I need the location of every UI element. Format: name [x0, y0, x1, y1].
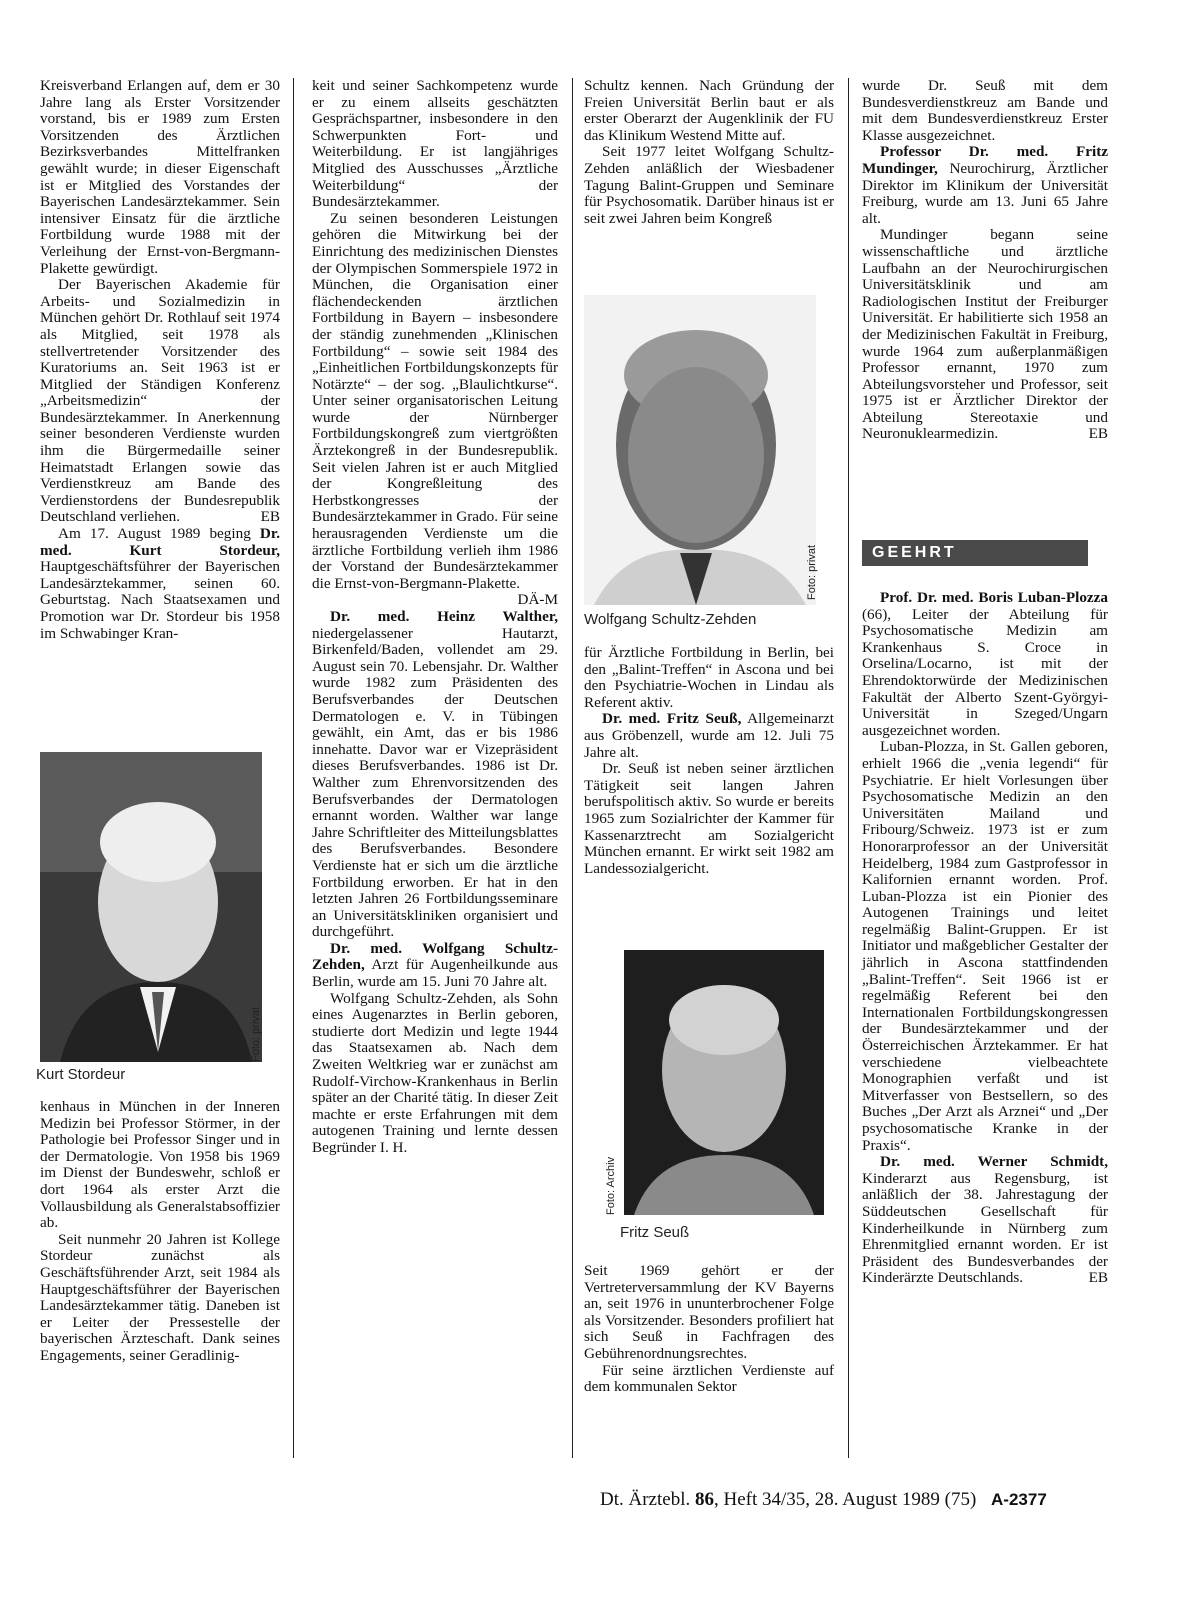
person-name: Prof. Dr. med. Boris Luban-Plozza: [880, 589, 1108, 606]
page-number: A-2377: [991, 1490, 1047, 1509]
paragraph: [862, 590, 1108, 739]
portrait-image: [624, 950, 824, 1215]
paragraph: Luban-Plozza, in St. Gallen geboren, erhielt 1966 die „venia legendi“ für Psychiatrie. Er hielt Vorlesungen über Psychosomatische Medizin an den Universitäten Mailand und Fribourg/Schweiz. 1973 ist er zum Honorarprofessor an der Universität Heidelberg, 1984 zum Gastprofessor in Kalifornien ernannt worden. Prof. Luban-Plozza ist ein Pionier des Autogenen Trainings und leitet regelmäßig Balint-Gruppen. Er ist Initiator und maßgeblicher Gestalter der jährlich in Ascona stattfindenden „Balint-Treffen“. Seit 1966 ist er regelmäßig Referent bei den Internationalen Fortbildungskongressen der Bundesärztekammer und der Österreichischen Ärztekammer. Er hat verschiedene vielbeachtete Monographien verfaßt und ist Mitverfasser von Bestsellern, so des Buches „Der Arzt als Arznei“ und „Der psychosomatische Kranke in der Praxis“.: [862, 738, 1108, 1154]
paragraph: Wolfgang Schultz-Zehden, als Sohn eines Augenarztes in Berlin geboren, studierte dort Medizin und legte 1944 das Staatsexamen ab. Nach dem Zweiten Weltkrieg war er zunächst am Rudolf-Virchow-Krankenhaus in Berlin später an der Charité tätig. In dieser Zeit machte er erste Erfahrungen mit dem autogenen Training und lernte dessen Begründer I. H.: [312, 989, 558, 1156]
paragraph: Seit nunmehr 20 Jahren ist Kollege Stordeur zunächst als Geschäftsführender Arzt, seit 1984 als Hauptgeschäftsführer der Bayerischen Landesärztekammer tätig. Daneben ist er Leiter der Pressestelle der bayerischen Ärzteschaft. Dank seines Engagements, seiner Geradlinig-: [40, 1230, 280, 1364]
paragraph-text: Hauptgeschäftsführer der Bayerischen Landesärztekammer, seinen 60. Geburtstag. Nach Staatsexamen und Promotion war Dr. Stordeur bis 1958 im Schwabinger Kran-: [40, 558, 280, 642]
paragraph-text: Kinderarzt aus Regensburg, ist anläßlich der 38. Jahrestagung der Süddeutschen Gesellschaft für Kinderheilkunde in Nürnberg zum Ehrenmitglied ernannt worden. Er ist Präsident des Bundesverbandes der Kinderärzte Deutschlands.: [862, 1169, 1108, 1287]
person-name: Professor Dr. med. Fritz Mundinger,: [862, 143, 1108, 177]
paragraph: [312, 609, 558, 941]
paragraph: kenhaus in München in der Inneren Medizin bei Professor Störmer, in der Pathologie bei Professor Singer und in der Dermatologie. Von 1958 bis 1969 im Dienst der Bundeswehr, schloß er dort 1964 als erster Arzt die Vollausbildung als Generalstabsoffizier ab.: [40, 1098, 280, 1232]
paragraph: keit und seiner Sachkompetenz wurde er zu einem allseits geschätzten Gesprächspartner, insbesondere in den Schwerpunkten Fort- und Weiterbildung. Er ist langjähriges Mitglied des Ausschusses „Ärztliche Weiterbildung“ der Bundesärztekammer.: [312, 77, 558, 211]
photo-credit: Foto: Archiv: [605, 1156, 617, 1215]
paragraph-text: Neurochirurg, Ärztlicher Direktor im Klinikum der Universität Freiburg, wurde am 13. Juni 65 Jahre alt.: [862, 159, 1108, 227]
paragraph: Für seine ärztlichen Verdienste auf dem kommunalen Sektor: [584, 1361, 834, 1396]
column-3-bottom: [584, 1263, 834, 1396]
paragraph: [40, 526, 280, 642]
column-3: [584, 78, 834, 227]
journal-name: Dt. Ärztebl.: [600, 1489, 691, 1510]
column-3-middle: [584, 645, 834, 877]
journal-volume: 86: [694, 1489, 714, 1510]
page-footer: [600, 1489, 1047, 1511]
author-signature: EB: [1088, 425, 1108, 443]
photo-caption: Fritz Seuß: [620, 1224, 690, 1241]
person-name: Dr. med. Fritz Seuß,: [602, 710, 742, 728]
paragraph: [312, 941, 558, 991]
paragraph-text: Am 17. August 1989 beging: [58, 525, 251, 543]
paragraph: Schultz kennen. Nach Gründung der Freien Universität Berlin baut er als erster Oberarzt der Augenklinik der FU das Klinikum Westend Mitte auf.: [584, 77, 834, 144]
paragraph-text: Mundinger begann seine wissenschaftliche und ärztliche Laufbahn an der Neurochirurgischen Universitätsklinik und am Radiologischen Institut der Freiburger Universität. Er habilitierte sich 1958 an der Medizinischen Fakultät in Freiburg, wurde 1964 zum außerplanmäßigen Professor ernannt, 1970 zum Abteilungsvorsteher und Professor, seit 1975 ist er Ärztlicher Direktor der Abteilung Stereotaxie und Neuronuklearmedizin.: [862, 226, 1108, 443]
section-banner: GEEHRT: [862, 540, 1088, 566]
person-name: Dr. med. Wolfgang Schultz-Zehden,: [312, 939, 558, 974]
paragraph: für Ärztliche Fortbildung in Berlin, bei den „Balint-Treffen“ in Ascona und bei den Psychiatrie-Wochen in Lindau als Referent aktiv.: [584, 644, 834, 711]
paragraph: Kreisverband Erlangen auf, dem er 30 Jahre lang als Erster Vorsitzender vorstand, bis er 1989 zum Ersten Vorsitzenden des Ärztlichen Bezirksverbandes Mittelfranken gewählt wurde; in dieser Eigenschaft ist er Mitglied des Vorstandes der Bayerischen Landesärztekammer. Sein intensiver Einsatz für die ärztliche Fortbildung wurde 1988 mit der Verleihung der Ernst-von-Bergmann-Plakette gewürdigt.: [40, 77, 280, 277]
portrait-photo-seuss: [624, 950, 824, 1215]
person-name: Dr. med. Werner Schmidt,: [880, 1153, 1108, 1171]
portrait-image: [584, 295, 816, 605]
person-name: Dr. med. Kurt Stordeur,: [40, 525, 280, 559]
author-signature: DÄ-M: [517, 591, 558, 609]
paragraph: [584, 711, 834, 761]
author-signature: EB: [260, 508, 280, 526]
photo-credit: Foto: privat: [806, 544, 818, 600]
column-1-continued: [40, 1099, 280, 1365]
paragraph-text: Der Bayerischen Akademie für Arbeits- und Sozialmedizin in München gehört Dr. Rothlauf seit 1974 als Mitglied, seit 1978 als stellvertretender Vorsitzender des Kuratoriums an. Seit 1963 ist er Mitglied der Ständigen Konferenz „Arbeitsmedizin“ der Bundesärztekammer. In Anerkennung seiner besonderen Verdienste wurden ihm die Bürgermedaille seiner Heimatstadt Erlangen sowie das Verdienstkreuz am Bande des Verdienstordens der Bundesrepublik Deutschland verliehen.: [40, 276, 280, 526]
paragraph-text: Arzt für Augenheilkunde aus Berlin, wurde am 15. Juni 70 Jahre alt.: [312, 956, 558, 991]
portrait-photo-schultz-zehden: [584, 295, 816, 605]
issue-info: , Heft 34/35, 28. August 1989 (75): [713, 1489, 977, 1510]
paragraph: [862, 1154, 1108, 1287]
paragraph: [862, 227, 1108, 443]
paragraph: wurde Dr. Seuß mit dem Bundesverdienstkreuz am Bande und mit dem Bundesverdienstkreuz Erster Klasse ausgezeichnet.: [862, 77, 1108, 144]
person-name: Dr. med. Heinz Walther,: [330, 608, 558, 625]
paragraph-text: Zu seinen besonderen Leistungen gehören die Mitwirkung bei der Einrichtung des medizinischen Dienstes der Olympischen Sommerspiele 1972 in München, die Organisation einer flächendeckenden ärztlichen Fortbildung in Bayern – insbesondere der ständig zunehmenden „Klinischen Fortbildung“ – sowie seit 1984 des „Einheitlichen Fortbildungskonzepts für Notärzte“ – der sog. „Blaulichtkurse“. Unter seiner organisatorischen Leitung wurde der Nürnberger Fortbildungskongreß zum viertgrößten Ärztekongreß in der Bundesrepublik. Seit vielen Jahren ist er auch Mitglied der Kongreßleitung des Herbstkongresses der Bundesärztekammer in Grado. Für seine herausragenden Verdienste um die ärztliche Fortbildung verlieh ihm 1986 der Vorstand der Bundesärztekammer die Ernst-von-Bergmann-Plakette.: [312, 209, 558, 592]
paragraph: [40, 277, 280, 526]
column-4-geehrt: [862, 590, 1108, 1287]
column-divider: [572, 78, 573, 1458]
photo-caption: Kurt Stordeur: [36, 1066, 126, 1083]
paragraph-text: (66), Leiter der Abteilung für Psychosomatische Medizin am Krankenhaus S. Croce in Orselina/Locarno, ist mit der Ehrendoktorwürde der Medizinischen Fakultät der Alberto Szent-Györgyi-Universität in Szeged/Ungarn ausgezeichnet worden.: [862, 605, 1108, 739]
paragraph: Seit 1969 gehört er der Vertreterversammlung der KV Bayerns an, seit 1976 in ununterbrochener Folge als Vorsitzender. Besonders profiliert hat sich Seuß in Fachfragen des Gebührenordnungsrechtes.: [584, 1262, 834, 1362]
paragraph: Seit 1977 leitet Wolfgang Schultz-Zehden anläßlich der Wiesbadener Tagung Balint-Gruppen und Seminare für Psychosomatik. Darüber hinaus ist er seit zwei Jahren beim Kongreß: [584, 143, 834, 227]
photo-caption: Wolfgang Schultz-Zehden: [584, 611, 757, 628]
column-1: [40, 78, 280, 642]
column-divider: [293, 78, 294, 1458]
author-signature: EB: [1088, 1269, 1108, 1287]
paragraph: [862, 144, 1108, 227]
portrait-image: [40, 752, 262, 1062]
portrait-photo-stordeur: [40, 752, 262, 1062]
column-2: [312, 78, 558, 1157]
paragraph: Dr. Seuß ist neben seiner ärztlichen Tätigkeit seit langen Jahren berufspolitisch aktiv. So wurde er bereits 1965 zum Sozialrichter der Kammer für Kassenarztrecht am Sozialgericht München ernannt. Er wirkt seit 1982 am Landessozialgericht.: [584, 760, 834, 877]
paragraph: [312, 209, 558, 609]
column-4: [862, 78, 1108, 443]
column-divider: [848, 78, 849, 1458]
paragraph-text: niedergelassener Hautarzt, Birkenfeld/Baden, vollendet am 29. August sein 70. Lebensjahr. Dr. Walther wurde 1982 zum Präsidenten des Berufsverbandes der Deutschen Dermatologen e. V. in Tübingen gewählt, ein Amt, das er bis 1986 innehatte. Davor war er Vizepräsident dieses Berufsverbandes. 1986 ist Dr. Walther zum Ehrenvorsitzenden des Berufsverbandes der Dermatologen ernannt worden. Walther war lange Jahre Schriftleiter des Mitteilungsblattes des Berufsverbandes. Besondere Verdienste hat er sich um die ärztliche Fortbildung erworben. Er hat in den letzten Jahren 26 Fortbildungsseminare an Universitätskliniken organisiert und durchgeführt.: [312, 624, 558, 941]
photo-credit: Foto: privat: [250, 1006, 262, 1062]
paragraph-text: Allgemeinarzt aus Gröbenzell, wurde am 12. Juli 75 Jahre alt.: [584, 710, 834, 761]
